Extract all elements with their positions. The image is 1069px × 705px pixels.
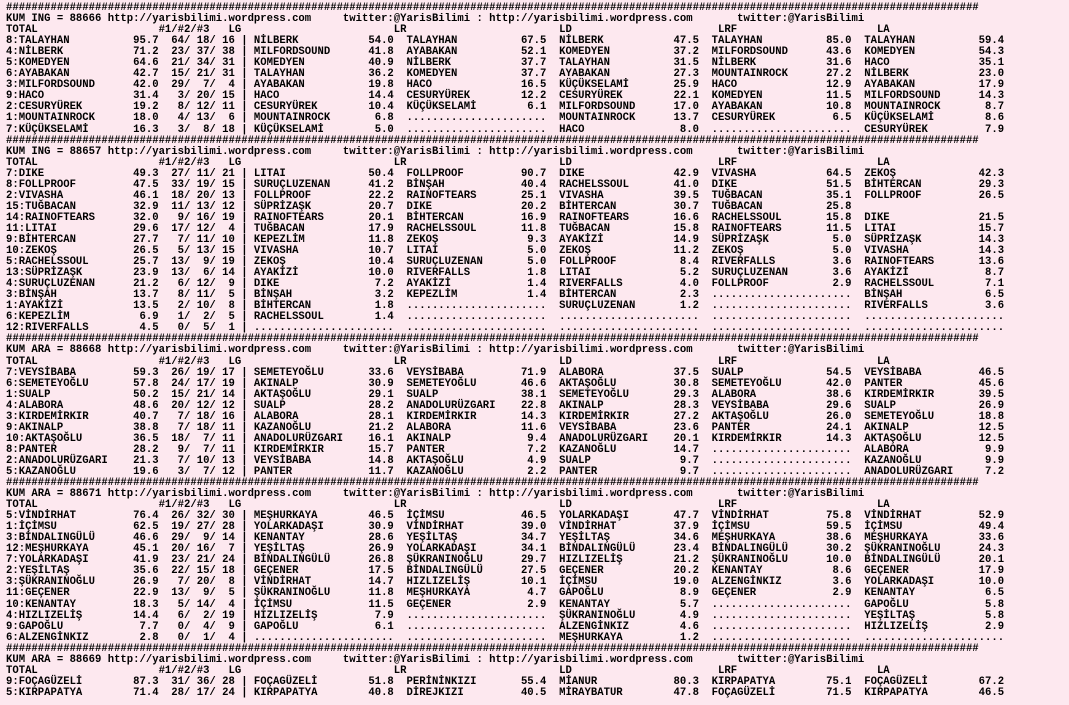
race-header-line: KUM ING = 88657 http://yarisbilimi.wordpress.com twitter:@YarisBilimi : http://yarisbilimi.wordpress.com twitter:@YarisBilimi [6, 145, 865, 158]
race-header-line: KUM ARA = 88671 http://yarisbilimi.wordpress.com twitter:@YarisBilimi : http://yarisbilimi.wordpress.com twitter:@YarisBilimi [6, 488, 865, 501]
result-row: 6:AYABAKAN 42.7 15/ 21/ 31 | TALAYHAN 36.2 KOMEDYEN 37.7 AYABAKAN 27.3 MOUNTAINROCK 27.2 NİLBERK 23.0 [6, 68, 1005, 81]
result-row: 7:KÜÇÜKSELAMİ 16.3 3/ 8/ 18 | KÜÇÜKSELAMİ 5.0 ...................... HACO 8.0 ...................... CESURYÜREK 7.9 [6, 123, 1005, 136]
result-row: 12:MEŞHURKAYA 45.1 20/ 16/ 7 | YEŞİLTAŞ 26.9 YOLARKADAŞI 34.1 BİNDALINGÜLÜ 23.4 BİNDALINGÜLÜ 30.2 ŞÜKRANINOĞLU 24.3 [6, 543, 1005, 556]
result-row: 9:HACO 31.4 3/ 20/ 15 | HACO 14.4 CESURYÜREK 12.2 CESURYÜREK 22.1 KOMEDYEN 11.5 MILFORDSOUND 14.3 [6, 90, 1005, 103]
result-row: 8:PANTER 28.2 9/ 7/ 11 | KIRDEMİRKIR 15.7 PANTER 7.2 KAZANOĞLU 14.7 ...................... ALABORA 9.9 [6, 443, 1005, 456]
column-header-line: TOTAL #1/#2/#3 LG LR LD LRF LA [6, 355, 890, 368]
result-row: 6:KEPEZLİM 6.9 1/ 2/ 5 | RACHELSSOUL 1.4 ...................... ...................... ...................... ...................... [6, 311, 1005, 324]
result-row: 3:ŞÜKRANINOĞLU 26.9 7/ 20/ 8 | VİNDİRHAT 14.7 HIZLIZELİŞ 10.1 İÇİMSU 19.0 ALZENGİNKIZ 3.6 YOLARKADAŞI 10.0 [6, 576, 1005, 589]
result-row: 10:KENANTAY 18.3 5/ 14/ 4 | İÇİMSU 11.5 GEÇENER 2.9 KENANTAY 5.7 ...................... GAPOĞLU 5.8 [6, 598, 1005, 611]
result-row: 7:VEYSİBABA 59.3 26/ 19/ 17 | SEMETEYOĞLU 33.6 VEYSİBABA 71.9 ALABORA 37.5 SUALP 54.5 VEYSİBABA 46.5 [6, 366, 1005, 379]
race-header-line: KUM ARA = 88669 http://yarisbilimi.wordpress.com twitter:@YarisBilimi : http://yarisbilimi.wordpress.com twitter:@YarisBilimi [6, 653, 865, 666]
column-header-line: TOTAL #1/#2/#3 LG LR LD LRF LA [6, 499, 890, 512]
column-header-line: TOTAL #1/#2/#3 LG LR LD LRF LA [6, 664, 890, 677]
result-row: 14:RAINOFTEARS 32.0 9/ 16/ 19 | RAINOFTEARS 20.1 BİHTERCAN 16.9 RAINOFTEARS 16.6 RACHELSSOUL 15.8 DIKE 21.5 [6, 211, 1005, 224]
result-row: 9:BİHTERCAN 27.7 7/ 11/ 10 | KEPEZLİM 11.8 ZEKOŞ 9.3 AYAKİZİ 14.9 SÜPRİZAŞK 5.0 SÜPRİZAŞK 14.3 [6, 233, 1005, 246]
result-row: 8:TALAYHAN 95.7 64/ 18/ 16 | NİLBERK 54.0 TALAYHAN 67.5 NİLBERK 47.5 TALAYHAN 85.0 TALAYHAN 59.4 [6, 35, 1005, 48]
result-row: 12:RIVERFALLS 4.5 0/ 5/ 1 | ...................... ...................... ...................... ...................... ...................... [6, 322, 1005, 335]
result-row: 5:KOMEDYEN 64.6 21/ 34/ 31 | KOMEDYEN 40.9 NİLBERK 37.7 TALAYHAN 31.5 NİLBERK 31.6 HACO 35.1 [6, 57, 1005, 70]
result-row: 5:KIRPAPATYA 71.4 28/ 17/ 24 | KIRPAPATYA 40.8 DİREJKIZI 40.5 MİRAYBATUR 47.8 FOÇAGÜZELİ 71.5 KIRPAPATYA 46.5 [6, 686, 1005, 699]
race-header-line: KUM ARA = 88668 http://yarisbilimi.wordpress.com twitter:@YarisBilimi : http://yarisbilimi.wordpress.com twitter:@YarisBilimi [6, 344, 865, 357]
result-row: 7:YOLARKADAŞI 41.9 23/ 21/ 24 | BİNDALINGÜLÜ 26.8 ŞÜKRANINOĞLU 29.7 HIZLIZELİŞ 21.2 ŞÜKRANINOĞLU 10.0 BİNDALINGÜLÜ 20.1 [6, 554, 1005, 567]
column-header-line: TOTAL #1/#2/#3 LG LR LD LRF LA [6, 24, 890, 37]
result-row: 1:SUALP 50.2 15/ 21/ 14 | AKTAŞOĞLU 29.1 SUALP 38.1 SEMETEYOĞLU 29.3 ALABORA 38.6 KIRDEMİRKIR 39.5 [6, 388, 1005, 401]
result-row: 2:VIVASHA 46.1 18/ 20/ 13 | FOLLPROOF 22.2 RAINOFTEARS 25.1 VIVASHA 39.5 TUĞBACAN 35.1 FOLLPROOF 26.5 [6, 189, 1005, 202]
separator-line: ######################################################################################################################################################### [6, 333, 979, 346]
result-row: 7:DIKE 49.3 27/ 11/ 21 | LITAI 50.4 FOLLPROOF 90.7 DIKE 42.9 VIVASHA 64.5 ZEKOŞ 42.3 [6, 167, 1005, 180]
result-row: 9:AKINALP 38.8 7/ 18/ 11 | KAZANOĞLU 21.2 ALABORA 11.6 VEYSİBABA 23.6 PANTER 24.1 AKINALP 12.5 [6, 421, 1005, 434]
separator-line: ######################################################################################################################################################### [6, 477, 979, 490]
separator-line: ######################################################################################################################################################### [6, 2, 979, 14]
result-row: 9:FOÇAGÜZELİ 87.3 31/ 36/ 28 | FOÇAGÜZELİ 51.8 PERİNİNKIZI 55.4 MİANUR 80.3 KIRPAPATYA 75.1 FOÇAGÜZELİ 67.2 [6, 675, 1005, 688]
result-row: 3:BİNDALINGÜLÜ 46.6 29/ 9/ 14 | KENANTAY 28.6 YEŞİLTAŞ 34.7 YEŞİLTAŞ 34.6 MEŞHURKAYA 38.6 MEŞHURKAYA 33.6 [6, 532, 1005, 545]
column-header-line: TOTAL #1/#2/#3 LG LR LD LRF LA [6, 156, 890, 169]
result-row: 1:İÇİMSU 62.5 19/ 27/ 28 | YOLARKADAŞI 30.9 VİNDİRHAT 39.0 VİNDİRHAT 37.9 İÇİMSU 59.5 İÇİMSU 49.4 [6, 521, 1005, 534]
result-row: 11:GEÇENER 22.9 13/ 9/ 5 | ŞÜKRANINOĞLU 11.8 MEŞHURKAYA 4.7 GAPOĞLU 8.9 GEÇENER 2.9 KENANTAY 6.5 [6, 587, 1005, 600]
race-header-line: KUM ING = 88666 http://yarisbilimi.wordpress.com twitter:@YarisBilimi : http://yarisbilimi.wordpress.com twitter:@YarisBilimi [6, 13, 865, 26]
result-row: 3:MILFORDSOUND 42.0 29/ 7/ 4 | AYABAKAN 19.8 HACO 16.5 KÜÇÜKSELAMİ 25.9 HACO 12.9 AYABAKAN 17.9 [6, 79, 1005, 92]
result-row: 4:HIZLIZELİŞ 14.4 6/ 2/ 19 | HIZLIZELİŞ 7.9 ...................... ŞÜKRANINOĞLU 4.9 ...................... YEŞİLTAŞ 5.8 [6, 609, 1005, 622]
result-row: 5:RACHELSSOUL 25.7 13/ 9/ 19 | ZEKOŞ 10.4 SURUÇLUZENAN 5.0 FOLLPROOF 8.4 RIVERFALLS 3.6 RAINOFTEARS 13.6 [6, 256, 1005, 269]
result-row: 4:ALABORA 48.6 20/ 12/ 12 | SUALP 28.2 ANADOLURÜZGARI 22.8 AKINALP 28.3 VEYSİBABA 29.6 SUALP 26.9 [6, 399, 1005, 412]
result-row: 5:VİNDİRHAT 76.4 26/ 32/ 30 | MEŞHURKAYA 46.5 İÇİMSU 46.5 YOLARKADAŞI 47.7 VİNDİRHAT 75.8 VİNDİRHAT 52.9 [6, 510, 1005, 523]
separator-line: ######################################################################################################################################################### [6, 642, 979, 655]
result-row: 1:MOUNTAINROCK 18.0 4/ 13/ 6 | MOUNTAINROCK 6.8 ...................... MOUNTAINROCK 13.7 CESURYÜREK 6.5 KÜÇÜKSELAMİ 8.6 [6, 112, 1005, 125]
result-row: 15:TUĞBACAN 32.9 11/ 13/ 12 | SÜPRİZAŞK 20.7 DIKE 20.2 BİHTERCAN 30.7 TUĞBACAN 25.8 [6, 200, 852, 213]
result-row: 8:FOLLPROOF 47.5 33/ 19/ 15 | SURUÇLUZENAN 41.2 BİNŞAH 40.4 RACHELSSOUL 41.0 DIKE 51.5 BİHTERCAN 29.3 [6, 178, 1005, 191]
result-row: 6:SEMETEYOĞLU 57.8 24/ 17/ 19 | AKINALP 30.9 SEMETEYOĞLU 46.6 AKTAŞOĞLU 30.8 SEMETEYOĞLU 42.0 PANTER 45.6 [6, 377, 1005, 390]
separator-line: ######################################################################################################################################################### [6, 134, 979, 147]
result-row: 13:SÜPRİZAŞK 23.9 13/ 6/ 14 | AYAKİZİ 10.0 RIVERFALLS 1.8 LITAI 5.2 SURUÇLUZENAN 3.6 AYAKİZİ 8.7 [6, 267, 1005, 280]
race-report-text [6, 3, 1004, 699]
result-row: 11:LITAI 29.6 17/ 12/ 4 | TUĞBACAN 17.9 RACHELSSOUL 11.8 TUĞBACAN 15.8 RAINOFTEARS 11.5 LITAI 15.7 [6, 222, 1005, 235]
result-row: 3:BİNŞAH 13.7 8/ 11/ 5 | BİNŞAH 3.2 KEPEZLİM 1.4 BİHTERCAN 2.3 ...................... BİNŞAH 6.5 [6, 289, 1005, 302]
result-row: 3:KIRDEMİRKIR 40.7 7/ 18/ 16 | ALABORA 28.1 KIRDEMİRKIR 14.3 KIRDEMİRKIR 27.2 AKTAŞOĞLU 26.0 SEMETEYOĞLU 18.8 [6, 410, 1005, 423]
result-row: 10:ZEKOŞ 26.5 5/ 13/ 15 | VIVASHA 10.7 LITAI 5.0 ZEKOŞ 11.2 ZEKOŞ 5.0 VIVASHA 14.3 [6, 245, 1005, 258]
result-row: 1:AYAKİZİ 13.5 2/ 10/ 8 | BİHTERCAN 1.8 ...................... SURUÇLUZENAN 1.2 ...................... RIVERFALLS 3.6 [6, 300, 1005, 313]
result-row: 2:CESURYÜREK 19.2 8/ 12/ 11 | CESURYÜREK 10.4 KÜÇÜKSELAMİ 6.1 MILFORDSOUND 17.0 AYABAKAN 10.8 MOUNTAINROCK 8.7 [6, 101, 1005, 114]
result-row: 4:SURUÇLUZENAN 21.2 6/ 12/ 9 | DIKE 7.2 AYAKİZİ 1.4 RIVERFALLS 4.0 FOLLPROOF 2.9 RACHELSSOUL 7.1 [6, 278, 1005, 291]
result-row: 2:ANADOLURÜZGARI 21.3 7/ 10/ 13 | VEYSİBABA 14.8 AKTAŞOĞLU 4.9 SUALP 9.7 ...................... KAZANOĞLU 9.9 [6, 454, 1005, 467]
result-row: 10:AKTAŞOĞLU 36.5 18/ 7/ 11 | ANADOLURÜZGARI 16.1 AKINALP 9.4 ANADOLURÜZGARI 20.1 KIRDEMİRKIR 14.3 AKTAŞOĞLU 12.5 [6, 432, 1005, 445]
result-row: 9:GAPOĞLU 7.7 0/ 4/ 9 | GAPOĞLU 6.1 ...................... ALZENGİNKIZ 4.6 ...................... HIZLIZELİŞ 2.9 [6, 620, 1005, 633]
result-row: 6:ALZENGİNKIZ 2.8 0/ 1/ 4 | ...................... ...................... MEŞHURKAYA 1.2 ...................... ...................... [6, 631, 1005, 644]
result-row: 5:KAZANOĞLU 19.6 3/ 7/ 12 | PANTER 11.7 KAZANOĞLU 2.2 PANTER 9.7 ...................... ANADOLURÜZGARI 7.2 [6, 465, 1005, 478]
result-row: 4:NİLBERK 71.2 23/ 37/ 38 | MILFORDSOUND 41.8 AYABAKAN 52.1 KOMEDYEN 37.2 MILFORDSOUND 43.6 KOMEDYEN 54.3 [6, 46, 1005, 59]
result-row: 2:YEŞİLTAŞ 35.6 22/ 15/ 18 | GEÇENER 17.5 BİNDALINGÜLÜ 27.5 GEÇENER 20.2 KENANTAY 8.6 GEÇENER 17.9 [6, 565, 1005, 578]
